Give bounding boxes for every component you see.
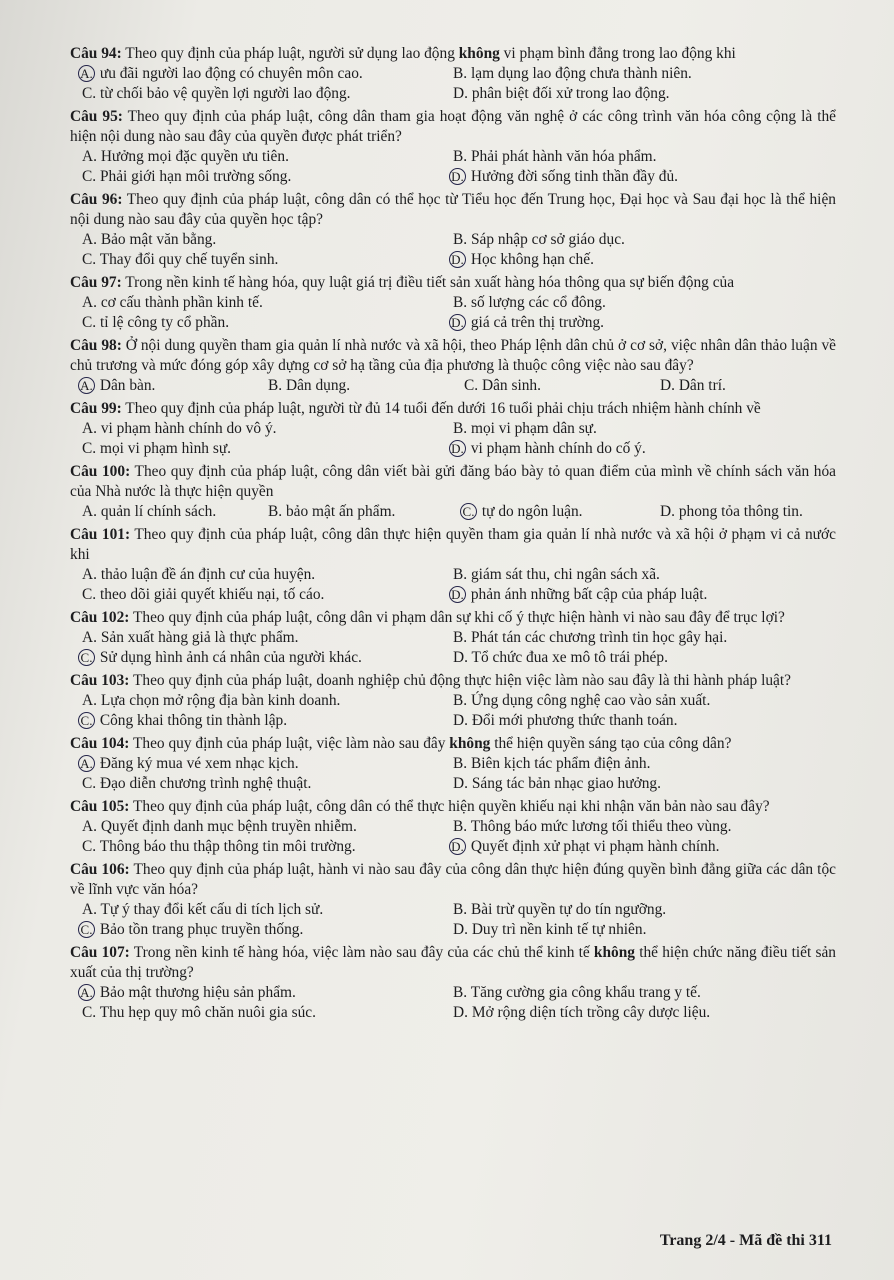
answer-options (70, 502, 836, 522)
answer-letter: A. (82, 503, 97, 520)
answer-text: Bảo mật thương hiệu sản phẩm. (96, 984, 296, 1001)
question-block (70, 336, 836, 396)
question-stem (70, 608, 836, 628)
answer-option (82, 711, 447, 731)
answer-option (82, 900, 447, 920)
question-block (70, 860, 836, 940)
answer-letter: D. (453, 649, 468, 666)
circled-answer-letter: A. (78, 755, 95, 772)
answer-text: Đổi mới phương thức thanh toán. (467, 712, 678, 729)
answer-text: Sáng tác bản nhạc giao hưởng. (467, 775, 661, 792)
question-text: Theo quy định của pháp luật, công dân thực hiện quyền tham gia quản lí nhà nước và xã hội ở phạm vi cả nước khi (70, 526, 836, 563)
answer-letter: B. (453, 629, 468, 646)
answer-options (70, 691, 836, 731)
answer-option (82, 983, 447, 1003)
circled-answer-letter: A. (78, 65, 95, 82)
question-text: Theo quy định của pháp luật, người từ đủ 14 tuổi đến dưới 16 tuổi phải chịu trách nhiệm hành chính về (121, 400, 761, 417)
question-block (70, 399, 836, 459)
answer-options (70, 817, 836, 857)
answer-options (70, 565, 836, 605)
answer-text: từ chối bảo vệ quyền lợi người lao động. (96, 85, 351, 102)
question-text: Theo quy định của pháp luật, công dân tham gia hoạt động văn nghệ ở các công trình văn hóa công cộng là thể hiện nội dung nào sau đây của quyền được phát triển? (70, 108, 837, 145)
question-text-cont: vi phạm bình đẳng trong lao động khi (499, 45, 736, 62)
question-stem (70, 190, 836, 230)
question-block (70, 797, 836, 857)
answer-option (464, 376, 654, 396)
answer-option (268, 376, 458, 396)
answer-options (70, 64, 836, 104)
question-text: Theo quy định của pháp luật, việc làm nào sau đây (129, 735, 450, 752)
answer-option (453, 230, 836, 250)
answer-text: Hưởng đời sống tinh thần đầy đủ. (467, 168, 679, 185)
answer-text: mọi vi phạm hình sự. (96, 440, 232, 457)
question-block (70, 273, 836, 333)
answer-option (453, 754, 836, 774)
question-block (70, 190, 836, 270)
answer-option (82, 920, 447, 940)
answer-option (82, 837, 447, 857)
answer-option (82, 84, 447, 104)
question-number: Câu 100: (70, 463, 131, 480)
answer-text: Quyết định danh mục bệnh truyền nhiễm. (96, 818, 357, 835)
answer-text: phản ánh những bất cập của pháp luật. (467, 586, 708, 603)
answer-text: tự do ngôn luận. (478, 503, 583, 520)
answer-options (70, 230, 836, 270)
question-text: Theo quy định của pháp luật, công dân vi phạm dân sự khi cố ý thực hiện hành vi nào sau đây để trục lợi? (129, 609, 785, 626)
answer-option (453, 565, 836, 585)
question-stem (70, 273, 836, 293)
question-text: Theo quy định của pháp luật, công dân có thể học từ Tiểu học đến Trung học, Đại học và Sau đại học là thể hiện nội dung nào sau đây của quyền học tập? (70, 191, 836, 228)
question-stem (70, 860, 836, 900)
answer-text: phong tỏa thông tin. (674, 503, 803, 520)
question-list (70, 44, 836, 1023)
answer-text: Công khai thông tin thành lập. (96, 712, 288, 729)
answer-text: Phải giới hạn môi trường sống. (96, 168, 292, 185)
answer-letter: A. (82, 148, 97, 165)
answer-letter: B. (453, 148, 468, 165)
answer-text: Đăng ký mua vé xem nhạc kịch. (96, 755, 299, 772)
answer-letter: B. (453, 692, 468, 709)
answer-option (453, 64, 836, 84)
question-number: Câu 105: (70, 798, 130, 815)
answer-text: Tự ý thay đổi kết cấu di tích lịch sử. (96, 901, 324, 918)
answer-text: vi phạm hành chính do cố ý. (467, 440, 646, 457)
answer-option (82, 691, 447, 711)
answer-option (453, 711, 836, 731)
answer-letter: B. (453, 901, 468, 918)
question-stem (70, 671, 836, 691)
question-number: Câu 99: (70, 400, 122, 417)
answer-option (453, 167, 836, 187)
answer-option (82, 585, 447, 605)
answer-option (453, 628, 836, 648)
question-number: Câu 106: (70, 861, 130, 878)
question-number: Câu 107: (70, 944, 130, 961)
answer-text: mọi vi phạm dân sự. (467, 420, 597, 437)
answer-text: Lựa chọn mở rộng địa bàn kinh doanh. (96, 692, 341, 709)
answer-letter: A. (82, 566, 97, 583)
answer-option (82, 817, 447, 837)
circled-answer-letter: C. (78, 649, 95, 666)
answer-option (453, 250, 836, 270)
answer-option (660, 502, 836, 522)
answer-text: Thông báo thu thập thông tin môi trường. (96, 838, 356, 855)
answer-options (70, 147, 836, 187)
answer-option (464, 502, 654, 522)
question-block (70, 671, 836, 731)
answer-letter: A. (82, 420, 97, 437)
answer-letter: C. (82, 168, 97, 185)
answer-option (268, 502, 458, 522)
answer-option (82, 167, 447, 187)
answer-letter: B. (453, 566, 468, 583)
question-text: Theo quy định của pháp luật, doanh nghiệp chủ động thực hiện việc làm nào sau đây là thi hành pháp luật? (129, 672, 791, 689)
answer-letter: A. (82, 818, 97, 835)
question-text: Ở nội dung quyền tham gia quản lí nhà nước và xã hội, theo Pháp lệnh dân chủ ở cơ sở, việc nhân dân thảo luận về chủ trương và mức đóng góp xây dựng cơ sở hạ tầng của địa phương là thuộc công việc nào sau đây? (70, 337, 836, 374)
answer-letter: D. (453, 85, 468, 102)
answer-option (82, 293, 447, 313)
question-number: Câu 97: (70, 274, 122, 291)
answer-option (453, 147, 836, 167)
answer-option (453, 585, 836, 605)
answer-text: Tổ chức đua xe mô tô trái phép. (467, 649, 668, 666)
answer-text: Dân sinh. (478, 377, 541, 394)
question-number: Câu 96: (70, 191, 123, 208)
answer-text: giá cả trên thị trường. (467, 314, 604, 331)
answer-text: thảo luận đề án định cư của huyện. (96, 566, 316, 583)
circled-answer-letter: D. (449, 838, 466, 855)
answer-option (453, 837, 836, 857)
answer-option (660, 376, 836, 396)
circled-answer-letter: D. (449, 251, 466, 268)
answer-text: Sử dụng hình ảnh cá nhân của người khác. (96, 649, 362, 666)
answer-letter: B. (453, 65, 468, 82)
circled-answer-letter: D. (449, 586, 466, 603)
answer-text: Quyết định xử phạt vi phạm hành chính. (467, 838, 720, 855)
answer-text: Sản xuất hàng giả là thực phẩm. (96, 629, 299, 646)
circled-answer-letter: C. (78, 712, 95, 729)
circled-answer-letter: D. (449, 440, 466, 457)
question-block (70, 734, 836, 794)
answer-letter: C. (82, 775, 97, 792)
answer-option (453, 293, 836, 313)
answer-option (82, 64, 447, 84)
answer-letter: C. (82, 1004, 97, 1021)
answer-text: Mở rộng diện tích trồng cây dược liệu. (467, 1004, 711, 1021)
answer-option (453, 313, 836, 333)
answer-option (453, 1003, 836, 1023)
answer-letter: B. (453, 755, 468, 772)
answer-options (70, 900, 836, 940)
answer-option (82, 376, 262, 396)
answer-letter: D. (453, 712, 468, 729)
answer-text: bảo mật ấn phẩm. (282, 503, 396, 520)
answer-text: Phát tán các chương trình tin học gây hại. (467, 629, 728, 646)
answer-letter: B. (268, 377, 283, 394)
question-number: Câu 103: (70, 672, 130, 689)
answer-text: lạm dụng lao động chưa thành niên. (467, 65, 692, 82)
question-emphasis: không (458, 45, 500, 62)
answer-text: Thu hẹp quy mô chăn nuôi gia súc. (96, 1004, 316, 1021)
answer-options (70, 754, 836, 794)
question-text: Trong nền kinh tế hàng hóa, quy luật giá trị điều tiết sản xuất hàng hóa thông qua sự biến động của (121, 274, 735, 291)
answer-letter: D. (453, 1004, 468, 1021)
answer-option (82, 419, 447, 439)
answer-option (82, 648, 447, 668)
answer-letter: A. (82, 629, 97, 646)
question-number: Câu 98: (70, 337, 122, 354)
answer-letter: B. (268, 503, 283, 520)
question-number: Câu 94: (70, 45, 122, 62)
question-text: Theo quy định của pháp luật, công dân viết bài gửi đăng báo bày tỏ quan điểm của mình về chính sách văn hóa của Nhà nước là thực hiện quyền (70, 463, 836, 500)
question-block (70, 943, 836, 1023)
answer-option (82, 439, 447, 459)
answer-letter: B. (453, 231, 468, 248)
answer-letter: D. (453, 775, 468, 792)
answer-options (70, 983, 836, 1023)
answer-letter: C. (82, 586, 97, 603)
answer-option (82, 774, 447, 794)
question-number: Câu 104: (70, 735, 130, 752)
answer-text: Thay đổi quy chế tuyển sinh. (96, 251, 279, 268)
answer-option (82, 1003, 447, 1023)
circled-answer-letter: A. (78, 984, 95, 1001)
answer-option (82, 628, 447, 648)
answer-letter: C. (82, 838, 97, 855)
answer-option (82, 565, 447, 585)
answer-text: Sáp nhập cơ sở giáo dục. (467, 231, 625, 248)
question-block (70, 107, 836, 187)
answer-option (453, 84, 836, 104)
answer-letter: B. (453, 984, 468, 1001)
answer-letter: B. (453, 294, 468, 311)
question-emphasis: không (449, 735, 491, 752)
answer-options (70, 293, 836, 333)
question-text-cont: thể hiện quyền sáng tạo của công dân? (490, 735, 732, 752)
circled-answer-letter: C. (78, 921, 95, 938)
answer-text: Học không hạn chế. (467, 251, 594, 268)
answer-text: Biên kịch tác phẩm điện ảnh. (467, 755, 651, 772)
answer-text: Thông báo mức lương tối thiểu theo vùng. (467, 818, 732, 835)
page-footer: Trang 2/4 - Mã đề thi 311 (659, 1232, 832, 1249)
question-emphasis: không (593, 944, 635, 961)
circled-answer-letter: A. (78, 377, 95, 394)
answer-text: phân biệt đối xử trong lao động. (467, 85, 670, 102)
question-number: Câu 95: (70, 108, 123, 125)
question-stem (70, 525, 836, 565)
question-stem (70, 336, 836, 376)
answer-text: quản lí chính sách. (96, 503, 217, 520)
answer-text: Dân dụng. (282, 377, 351, 394)
answer-option (82, 230, 447, 250)
answer-letter: D. (660, 503, 675, 520)
answer-text: Đạo diễn chương trình nghệ thuật. (96, 775, 312, 792)
answer-option (82, 147, 447, 167)
answer-option (453, 920, 836, 940)
circled-answer-letter: C. (460, 503, 477, 520)
answer-option (453, 648, 836, 668)
circled-answer-letter: D. (449, 314, 466, 331)
answer-option (453, 691, 836, 711)
answer-letter: C. (82, 85, 97, 102)
question-text: Theo quy định của pháp luật, hành vi nào sau đây của công dân thực hiện đúng quyền bình đẳng giữa các dân tộc về lĩnh vực văn hóa? (70, 861, 836, 898)
answer-option (453, 817, 836, 837)
answer-option (82, 250, 447, 270)
answer-options (70, 376, 836, 396)
answer-letter: C. (82, 251, 97, 268)
answer-option (82, 502, 262, 522)
answer-text: Duy trì nền kinh tế tự nhiên. (467, 921, 647, 938)
answer-letter: C. (82, 440, 97, 457)
answer-letter: D. (660, 377, 675, 394)
question-stem (70, 797, 836, 817)
answer-letter: A. (82, 231, 97, 248)
answer-option (82, 754, 447, 774)
answer-text: Dân bàn. (96, 377, 156, 394)
answer-text: ưu đãi người lao động có chuyên môn cao. (96, 65, 363, 82)
answer-text: tỉ lệ công ty cổ phần. (96, 314, 230, 331)
question-stem (70, 462, 836, 502)
question-number: Câu 102: (70, 609, 130, 626)
question-block (70, 44, 836, 104)
answer-text: theo dõi giải quyết khiếu nại, tố cáo. (96, 586, 325, 603)
question-stem (70, 734, 836, 754)
answer-options (70, 628, 836, 668)
answer-text: giám sát thu, chi ngân sách xã. (467, 566, 660, 583)
answer-options (70, 419, 836, 459)
answer-text: cơ cấu thành phần kinh tế. (96, 294, 263, 311)
question-block (70, 525, 836, 605)
answer-text: Bảo tồn trang phục truyền thống. (96, 921, 304, 938)
answer-option (453, 774, 836, 794)
answer-letter: C. (464, 377, 479, 394)
answer-text: số lượng các cổ đông. (467, 294, 606, 311)
answer-letter: A. (82, 294, 97, 311)
answer-text: vi phạm hành chính do vô ý. (96, 420, 277, 437)
question-stem (70, 107, 836, 147)
answer-text: Bảo mật văn bằng. (96, 231, 217, 248)
question-number: Câu 101: (70, 526, 131, 543)
answer-letter: C. (82, 314, 97, 331)
answer-option (82, 313, 447, 333)
answer-text: Hưởng mọi đặc quyền ưu tiên. (96, 148, 289, 165)
question-stem (70, 44, 836, 64)
question-text-cont: thể hiện chức năng điều tiết sản xuất của thị trường? (70, 944, 837, 981)
answer-letter: B. (453, 818, 468, 835)
answer-letter: A. (82, 692, 97, 709)
answer-option (453, 439, 836, 459)
answer-letter: D. (453, 921, 468, 938)
answer-option (453, 900, 836, 920)
answer-text: Bài trừ quyền tự do tín ngưỡng. (467, 901, 667, 918)
question-text: Trong nền kinh tế hàng hóa, việc làm nào sau đây của các chủ thể kinh tế (129, 944, 594, 961)
answer-letter: A. (82, 901, 97, 918)
answer-text: Phải phát hành văn hóa phẩm. (467, 148, 657, 165)
question-stem (70, 399, 836, 419)
question-block (70, 608, 836, 668)
answer-text: Dân trí. (674, 377, 726, 394)
question-text: Theo quy định của pháp luật, người sử dụng lao động (121, 45, 459, 62)
circled-answer-letter: D. (449, 168, 466, 185)
question-text: Theo quy định của pháp luật, công dân có thể thực hiện quyền khiếu nại khi nhận văn bản nào sau đây? (129, 798, 770, 815)
answer-text: Ứng dụng công nghệ cao vào sản xuất. (467, 692, 711, 709)
answer-text: Tăng cường gia công khẩu trang y tế. (467, 984, 701, 1001)
question-block (70, 462, 836, 522)
question-stem (70, 943, 836, 983)
answer-option (453, 983, 836, 1003)
answer-letter: B. (453, 420, 468, 437)
answer-option (453, 419, 836, 439)
